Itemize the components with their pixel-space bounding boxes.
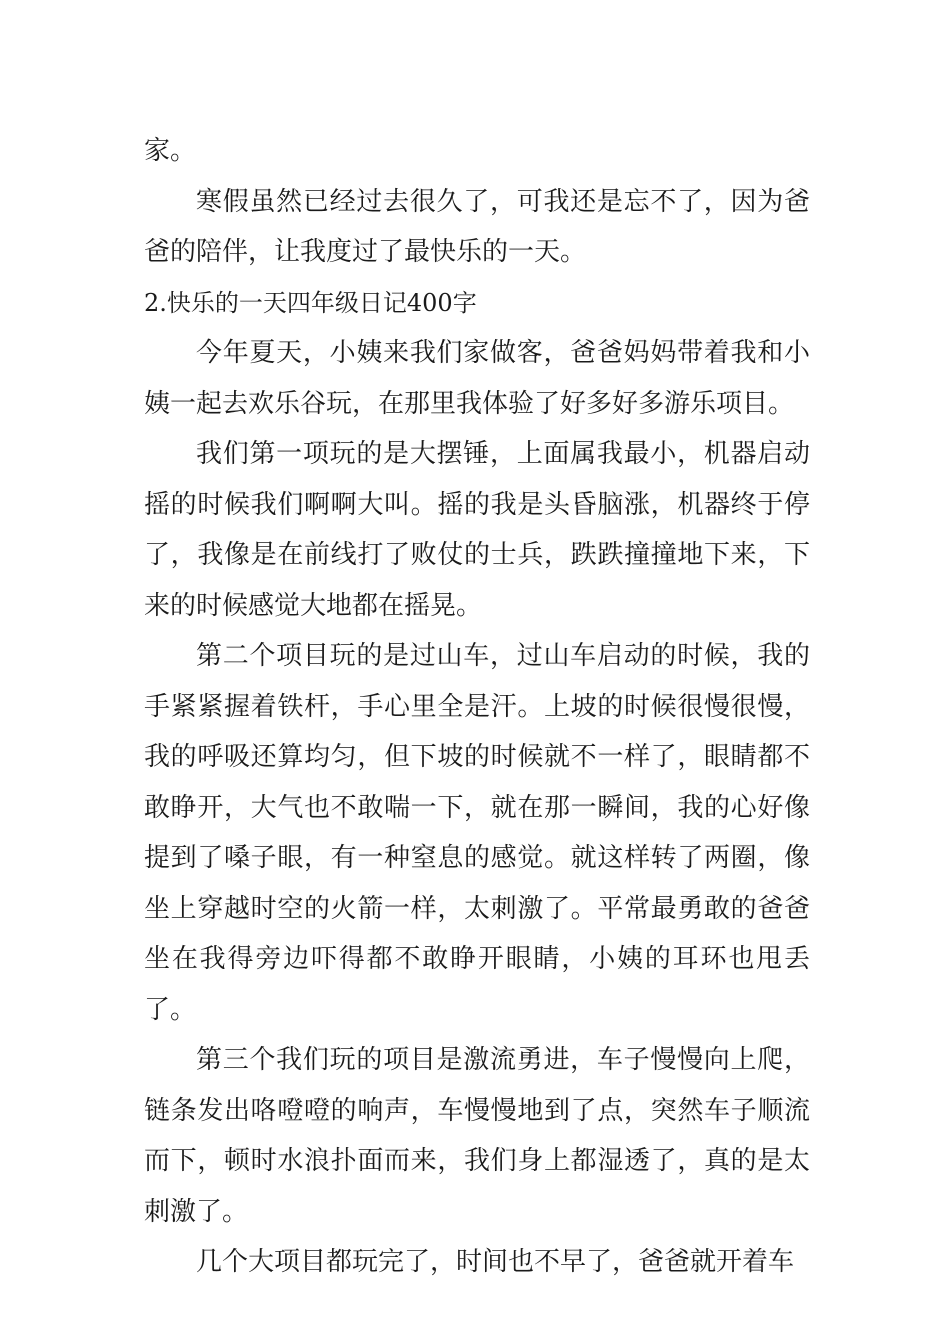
paragraph-continuation: 家。 xyxy=(144,136,197,166)
section-heading: 2.快乐的一天四年级日记400字 xyxy=(144,288,477,317)
paragraph: 今年夏天，小姨来我们家做客，爸爸妈妈带着我和小姨一起去欢乐谷玩，在那里我体验了好多好多游乐项目。 xyxy=(144,338,810,419)
paragraph: 第二个项目玩的是过山车，过山车启动的时候，我的手紧紧握着铁杆，手心里全是汗。上坡的时候很慢很慢，我的呼吸还算均匀，但下坡的时候就不一样了，眼睛都不敢睁开，大气也不敢喘一下，就在那一瞬间，我的心好像提到了嗓子眼，有一种窒息的感觉。就这样转了两圈，像坐上穿越时空的火箭一样，太刺激了。平常最勇敢的爸爸坐在我得旁边吓得都不敢睁开眼睛，小姨的耳环也甩丢了。 xyxy=(144,641,810,1025)
paragraph: 第三个我们玩的项目是激流勇进，车子慢慢向上爬，链条发出咯噔噔的响声，车慢慢地到了点，突然车子顺流而下，顿时水浪扑面而来，我们身上都湿透了，真的是太刺激了。 xyxy=(144,1045,810,1227)
paragraph: 几个大项目都玩完了，时间也不早了，爸爸就开着车 xyxy=(196,1247,795,1277)
paragraph: 我们第一项玩的是大摆锤，上面属我最小，机器启动摇的时候我们啊啊大叫。摇的我是头昏脑涨，机器终于停了，我像是在前线打了败仗的士兵，跌跌撞撞地下来，下来的时候感觉大地都在摇晃。 xyxy=(144,439,810,621)
document-body xyxy=(144,126,810,1288)
paragraph: 寒假虽然已经过去很久了，可我还是忘不了，因为爸爸的陪伴，让我度过了最快乐的一天。 xyxy=(144,186,810,267)
